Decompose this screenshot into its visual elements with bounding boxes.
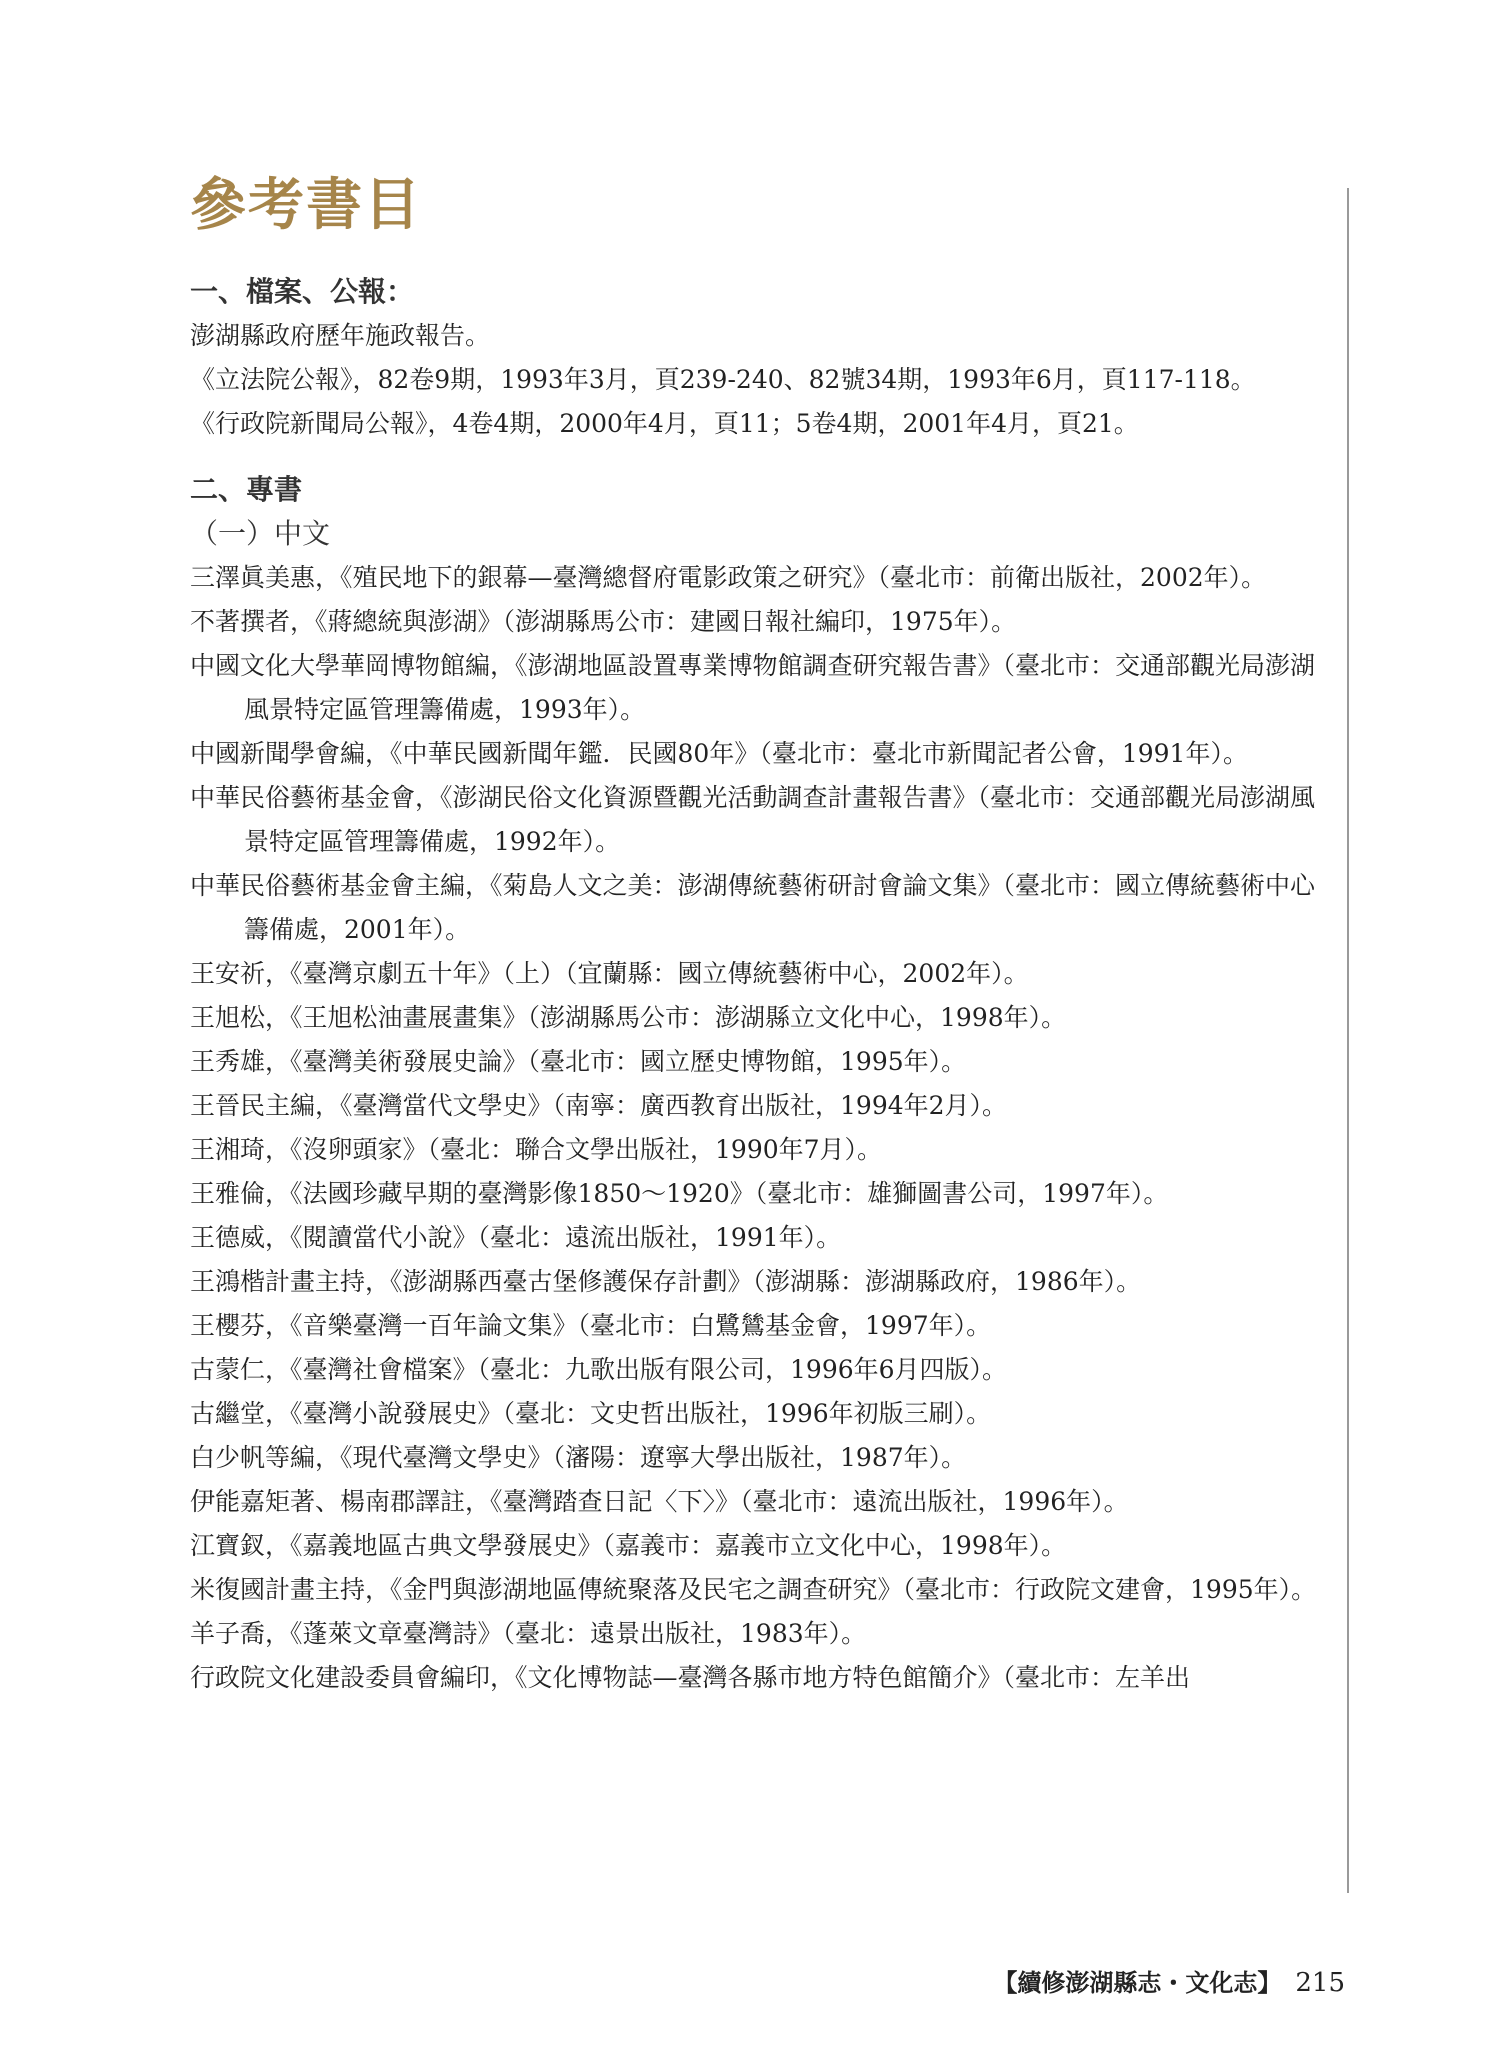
bibliography-entry: 王秀雄，《臺灣美術發展史論》（臺北市：國立歷史博物館，1995年）。: [190, 1047, 967, 1076]
bibliography-entry: 王德威，《閱讀當代小說》（臺北：遠流出版社，1991年）。: [190, 1223, 842, 1252]
bibliography-entry: 中華民俗藝術基金會，《澎湖民俗文化資源暨觀光活動調查計畫報告書》（臺北市：交通部觀光局澎湖風景特定區管理籌備處，1992年）。: [190, 783, 1316, 856]
section-heading-archives: 一、檔案、公報：: [190, 275, 415, 308]
archive-entry: 《立法院公報》，82卷9期，1993年3月，頁239-240、82號34期，1993年6月，頁117-118。: [190, 365, 1256, 394]
archive-entry: 澎湖縣政府歷年施政報告。: [190, 321, 491, 350]
bibliography-entry: 王櫻芬，《音樂臺灣一百年論文集》（臺北市：白鷺鷥基金會，1997年）。: [190, 1311, 992, 1340]
book-title: 【續修澎湖縣志・文化志】: [993, 1968, 1282, 1997]
bibliography-entry: 王雅倫，《法國珍藏早期的臺灣影像1850～1920》（臺北市：雄獅圖書公司，1997年）。: [190, 1179, 1169, 1208]
bibliography-entry: 王旭松，《王旭松油畫展畫集》（澎湖縣馬公市：澎湖縣立文化中心，1998年）。: [190, 1003, 1067, 1032]
bibliography-entry: 古蒙仁，《臺灣社會檔案》（臺北：九歌出版有限公司，1996年6月四版）。: [190, 1355, 1008, 1384]
bibliography-entry: 中國文化大學華岡博物館編，《澎湖地區設置專業博物館調查研究報告書》（臺北市：交通部觀光局澎湖風景特定區管理籌備處，1993年）。: [190, 651, 1316, 724]
archive-entry: 《行政院新聞局公報》，4卷4期，2000年4月，頁11；5卷4期，2001年4月，頁21。: [190, 409, 1139, 438]
bibliography-entry: 羊子喬，《蓬萊文章臺灣詩》（臺北：遠景出版社，1983年）。: [190, 1619, 867, 1648]
page-footer: [993, 1963, 1345, 1998]
bibliography-entry: 三澤眞美惠，《殖民地下的銀幕—臺灣總督府電影政策之研究》（臺北市：前衛出版社，2002年）。: [190, 563, 1267, 592]
vertical-rule: [1347, 188, 1349, 1893]
bibliography-entry: 行政院文化建設委員會編印，《文化博物誌—臺灣各縣市地方特色館簡介》（臺北市：左羊出: [190, 1663, 1191, 1692]
bibliography-entry: 王晉民主編，《臺灣當代文學史》（南寧：廣西教育出版社，1994年2月）。: [190, 1091, 1008, 1120]
bibliography-entry: 江寶釵，《嘉義地區古典文學發展史》（嘉義市：嘉義市立文化中心，1998年）。: [190, 1531, 1067, 1560]
section-heading-books: 二、專書: [190, 473, 303, 506]
bibliography-entry: 古繼堂，《臺灣小說發展史》（臺北：文史哲出版社，1996年初版三刷）。: [190, 1399, 992, 1428]
bibliography-entry: 中華民俗藝術基金會主編，《菊島人文之美：澎湖傳統藝術研討會論文集》（臺北市：國立傳統藝術中心籌備處，2001年）。: [190, 871, 1316, 944]
bibliography-entry: 王鴻楷計畫主持，《澎湖縣西臺古堡修護保存計劃》（澎湖縣：澎湖縣政府，1986年）。: [190, 1267, 1142, 1296]
bibliography-content: [190, 270, 1330, 1700]
bibliography-entry: 米復國計畫主持，《金門與澎湖地區傳統聚落及民宅之調查研究》（臺北市：行政院文建會，1995年）。: [190, 1575, 1317, 1604]
bibliography-entry: 伊能嘉矩著、楊南郡譯註，《臺灣踏查日記〈下〉》（臺北市：遠流出版社，1996年）。: [190, 1487, 1129, 1516]
page-title: 參考書目: [190, 172, 422, 238]
subheading-chinese: （一）中文: [190, 517, 331, 550]
bibliography-entry: 中國新聞學會編，《中華民國新聞年鑑．民國80年》（臺北市：臺北市新聞記者公會，1991年）。: [190, 739, 1248, 768]
page-number: 215: [1295, 1968, 1345, 1998]
bibliography-entry: 白少帆等編，《現代臺灣文學史》（瀋陽：遼寧大學出版社，1987年）。: [190, 1443, 967, 1472]
bibliography-entry: 王湘琦，《沒卵頭家》（臺北：聯合文學出版社，1990年7月）。: [190, 1135, 883, 1164]
bibliography-entry: 不著撰者，《蔣總統與澎湖》（澎湖縣馬公市：建國日報社編印，1975年）。: [190, 607, 1017, 636]
bibliography-entry: 王安祈，《臺灣京劇五十年》（上）（宜蘭縣：國立傳統藝術中心，2002年）。: [190, 959, 1029, 988]
